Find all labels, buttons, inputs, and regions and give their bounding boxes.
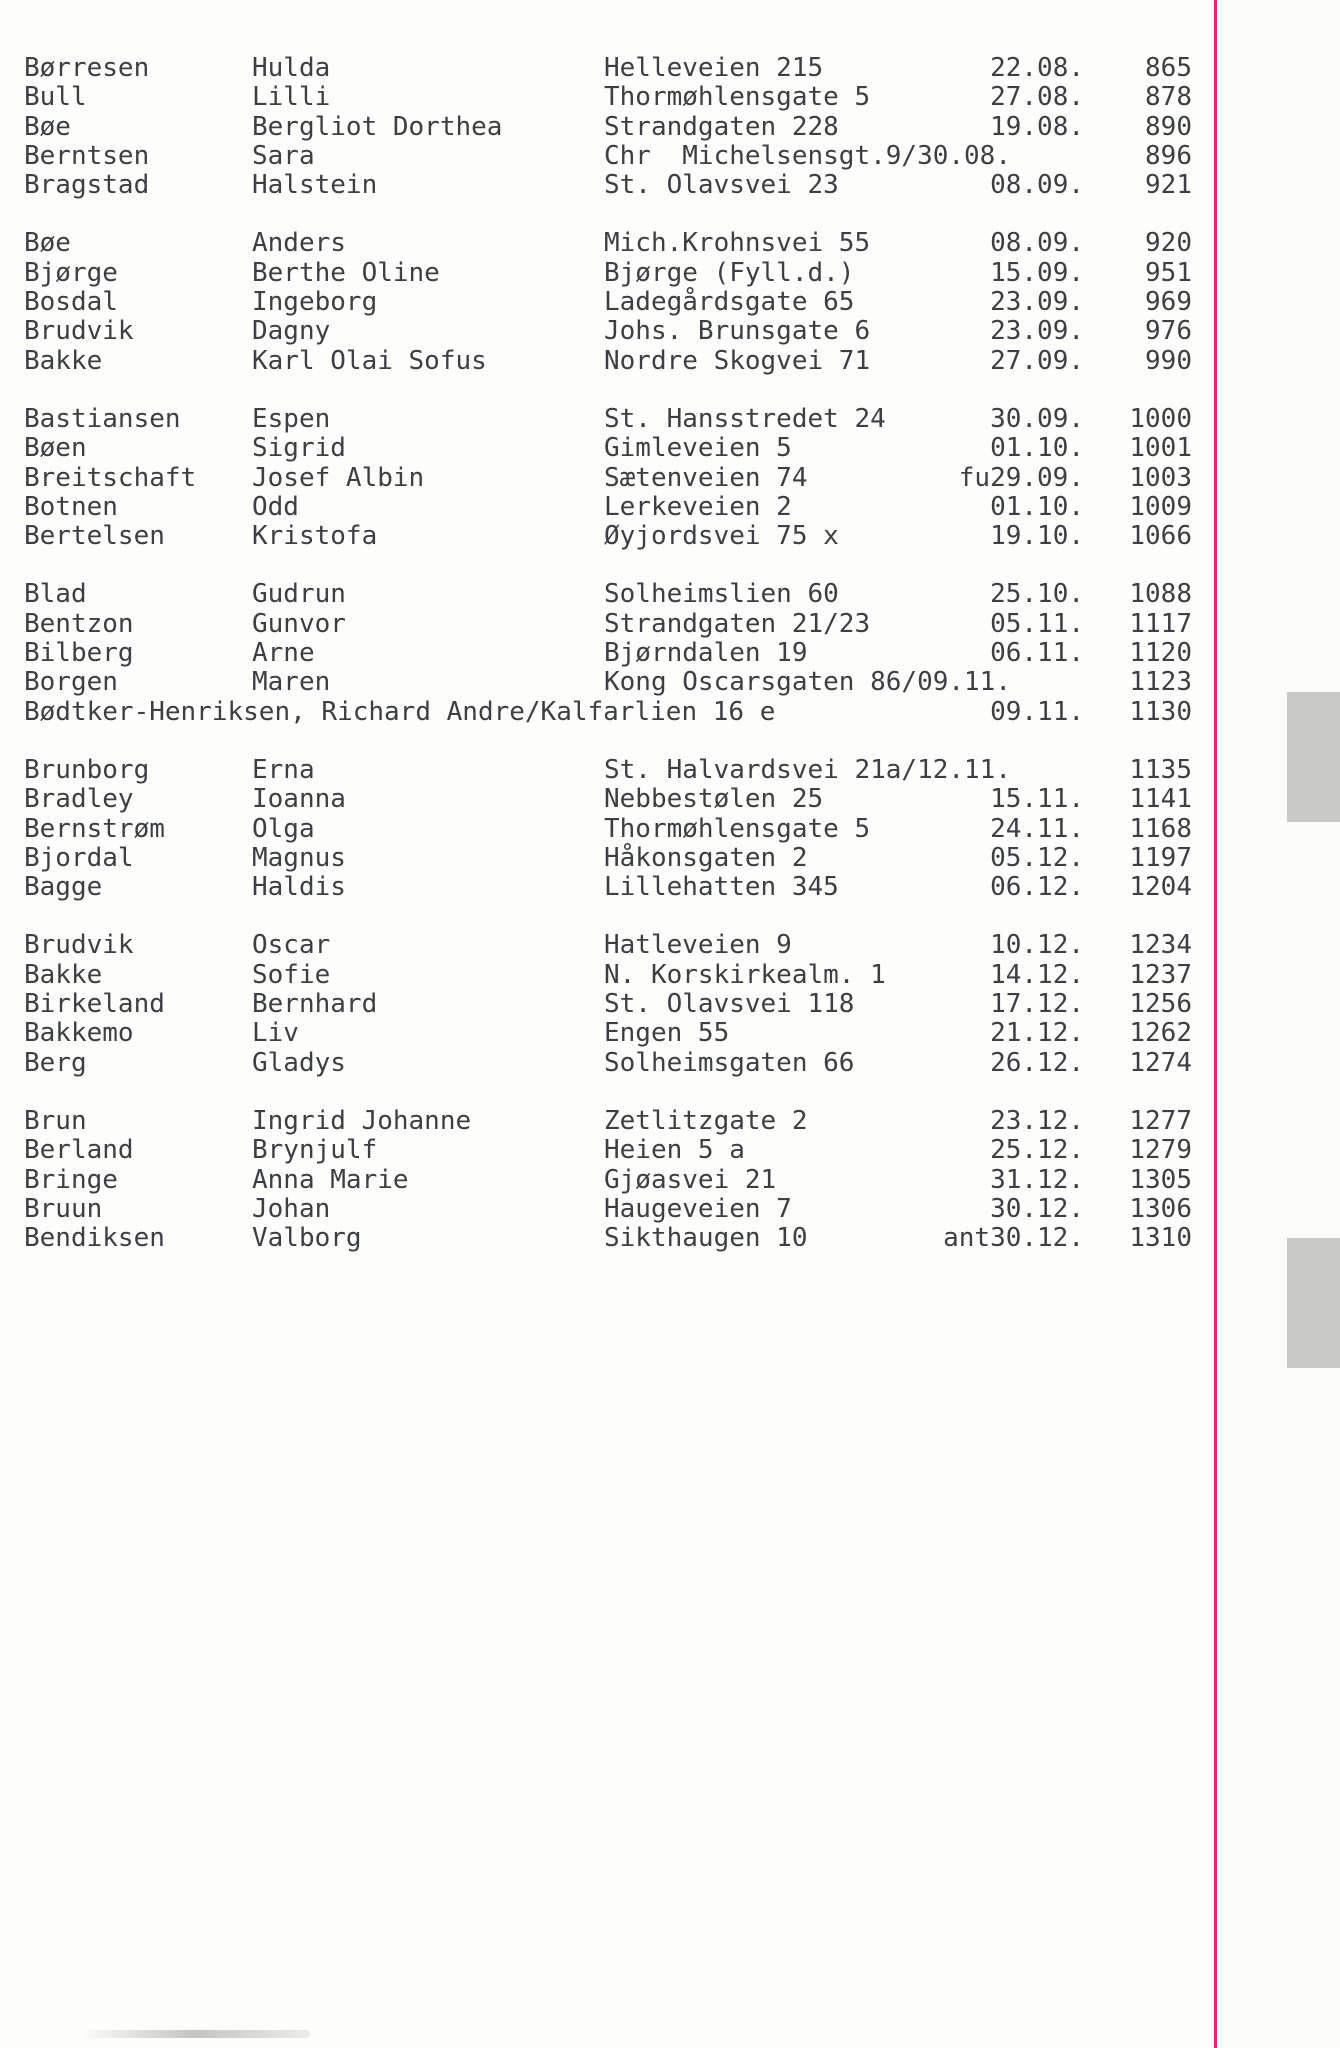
- entry-number: 1305: [1129, 1164, 1192, 1195]
- entry-surname: Bertelsen: [24, 521, 165, 552]
- entry-surname: Borgen: [24, 667, 118, 698]
- entry-group: [24, 53, 1192, 201]
- entry-date: 26.12.: [990, 1047, 1084, 1078]
- entry-address: Solheimsgaten 66: [604, 1047, 855, 1078]
- entry-number: 1088: [1129, 579, 1192, 610]
- entry-date: 01.10.: [990, 491, 1084, 522]
- register-ledger: [24, 53, 1192, 1282]
- entry-number: 1262: [1129, 1018, 1192, 1049]
- register-entry: [24, 228, 1192, 259]
- entry-date: 23.09.: [990, 316, 1084, 347]
- entry-first-names: Liv: [252, 1018, 299, 1049]
- entry-number: 1306: [1129, 1193, 1192, 1224]
- register-entry: [24, 345, 1192, 376]
- entry-number: 1204: [1129, 872, 1192, 903]
- entry-number: 1120: [1129, 638, 1192, 669]
- register-entry: [24, 608, 1192, 639]
- entry-first-names: Sara: [252, 140, 315, 171]
- register-entry: [24, 1135, 1192, 1166]
- entry-date: 01.10.: [990, 433, 1084, 464]
- entry-number: 1141: [1129, 784, 1192, 815]
- entry-address: St. Olavsvei 23: [604, 170, 839, 201]
- entry-full-line: Bødtker-Henriksen, Richard Andre/Kalfarlien 16 e: [24, 696, 776, 727]
- entry-address: Sætenveien 74: [604, 462, 808, 493]
- entry-surname: Bringe: [24, 1164, 118, 1195]
- entry-date: 05.12.: [990, 842, 1084, 873]
- entry-address: Hatleveien 9: [604, 930, 792, 961]
- register-entry: [24, 959, 1192, 990]
- entry-surname: Berg: [24, 1047, 87, 1078]
- entry-address: Zetlitzgate 2: [604, 1105, 808, 1136]
- entry-first-names: Lilli: [252, 82, 331, 113]
- entry-number: 1237: [1129, 959, 1192, 990]
- entry-first-names: Hulda: [252, 53, 331, 83]
- entry-address: Nordre Skogvei 71: [604, 345, 871, 376]
- entry-date: 05.11.: [990, 608, 1084, 639]
- register-entry: [24, 579, 1192, 610]
- entry-date: 25.12.: [990, 1135, 1084, 1166]
- entry-address: Johs. Brunsgate 6: [604, 316, 871, 347]
- entry-first-names: Oscar: [252, 930, 331, 961]
- entry-date: 06.11.: [990, 638, 1084, 669]
- entry-surname: Blad: [24, 579, 87, 610]
- entry-surname: Brunborg: [24, 754, 150, 785]
- entry-address: Nebbestølen 25: [604, 784, 824, 815]
- entry-group: [24, 1105, 1192, 1254]
- entry-surname: Bentzon: [24, 608, 134, 639]
- entry-number: 1168: [1129, 813, 1192, 844]
- entry-surname: Brun: [24, 1105, 87, 1136]
- register-entry: [24, 287, 1192, 318]
- entry-surname: Bøe: [24, 111, 71, 142]
- register-entry: [24, 82, 1192, 113]
- register-entry: [24, 1105, 1192, 1136]
- entry-date: 19.08.: [990, 111, 1084, 142]
- entry-address: Lillehatten 345: [604, 872, 839, 903]
- entry-address: Bjørge (Fyll.d.): [604, 257, 855, 288]
- entry-surname: Brudvik: [24, 930, 134, 961]
- entry-number: 990: [1145, 345, 1192, 376]
- entry-first-names: Bergliot Dorthea: [252, 111, 503, 142]
- entry-surname: Bøen: [24, 433, 87, 464]
- index-tab-lower: [1287, 1238, 1340, 1368]
- entry-address: Engen 55: [604, 1018, 730, 1049]
- entry-surname: Brudvik: [24, 316, 134, 347]
- entry-first-names: Espen: [252, 403, 331, 434]
- register-entry: [24, 491, 1192, 522]
- register-entry: [24, 784, 1192, 815]
- entry-date: 08.09.: [990, 170, 1084, 201]
- entry-first-names: Haldis: [252, 872, 346, 903]
- register-entry: [24, 842, 1192, 873]
- entry-first-names: Valborg: [252, 1223, 362, 1254]
- entry-surname: Bakke: [24, 345, 103, 376]
- entry-surname: Bragstad: [24, 170, 150, 201]
- entry-date: 30.09.: [990, 403, 1084, 434]
- entry-number: 951: [1145, 257, 1192, 288]
- register-entry: [24, 813, 1192, 844]
- entry-number: 1123: [1129, 667, 1192, 698]
- entry-first-names: Anders: [252, 228, 346, 259]
- entry-first-names: Johan: [252, 1193, 331, 1224]
- entry-first-names: Berthe Oline: [252, 257, 440, 288]
- entry-address: Chr Michelsensgt.9/30.08.: [604, 140, 1011, 171]
- entry-first-names: Sofie: [252, 959, 331, 990]
- entry-surname: Bjørge: [24, 257, 118, 288]
- register-entry: [24, 403, 1192, 434]
- entry-date: 06.12.: [990, 872, 1084, 903]
- register-entry: [24, 667, 1192, 698]
- entry-date: 27.09.: [990, 345, 1084, 376]
- entry-surname: Børresen: [24, 53, 150, 83]
- ink-smudge: [80, 2030, 310, 2038]
- entry-address: Solheimslien 60: [604, 579, 839, 610]
- entry-number: 969: [1145, 287, 1192, 318]
- entry-surname: Bjordal: [24, 842, 134, 873]
- entry-first-names: Olga: [252, 813, 315, 844]
- entry-address: St. Olavsvei 118: [604, 989, 855, 1020]
- entry-address: Gimleveien 5: [604, 433, 792, 464]
- entry-first-names: Maren: [252, 667, 331, 698]
- entry-number: 976: [1145, 316, 1192, 347]
- entry-surname: Bakkemo: [24, 1018, 134, 1049]
- entry-first-names: Josef Albin: [252, 462, 425, 493]
- entry-number: 1135: [1129, 754, 1192, 785]
- entry-address: Haugeveien 7: [604, 1193, 792, 1224]
- entry-surname: Berntsen: [24, 140, 150, 171]
- entry-surname: Berland: [24, 1135, 134, 1166]
- entry-first-names: Gunvor: [252, 608, 346, 639]
- entry-first-names: Magnus: [252, 842, 346, 873]
- entry-number: 1197: [1129, 842, 1192, 873]
- entry-address: Håkonsgaten 2: [604, 842, 808, 873]
- entry-number: 865: [1145, 53, 1192, 83]
- entry-address: Sikthaugen 10: [604, 1223, 808, 1254]
- entry-number: 1274: [1129, 1047, 1192, 1078]
- register-entry: [24, 1018, 1192, 1049]
- entry-address: Thormøhlensgate 5: [604, 813, 871, 844]
- entry-first-names: Ingeborg: [252, 287, 378, 318]
- entry-address: Ladegårdsgate 65: [604, 287, 855, 318]
- entry-number: 1234: [1129, 930, 1192, 961]
- entry-number: 1256: [1129, 989, 1192, 1020]
- entry-surname: Bendiksen: [24, 1223, 165, 1254]
- register-entry: [24, 462, 1192, 493]
- entry-first-names: Karl Olai Sofus: [252, 345, 487, 376]
- entry-surname: Bilberg: [24, 638, 134, 669]
- entry-surname: Bastiansen: [24, 403, 181, 434]
- entry-first-names: Brynjulf: [252, 1135, 378, 1166]
- entry-number: 1130: [1129, 696, 1192, 727]
- entry-surname: Bagge: [24, 872, 103, 903]
- register-entry: [24, 1047, 1192, 1078]
- register-entry: [24, 140, 1192, 171]
- register-entry: [24, 1164, 1192, 1195]
- entry-date: 23.09.: [990, 287, 1084, 318]
- entry-number: 1001: [1129, 433, 1192, 464]
- entry-address: Helleveien 215: [604, 53, 824, 83]
- entry-surname: Bosdal: [24, 287, 118, 318]
- register-entry: [24, 53, 1192, 83]
- entry-first-names: Odd: [252, 491, 299, 522]
- entry-group: [24, 228, 1192, 376]
- entry-date: 25.10.: [990, 579, 1084, 610]
- register-entry: [24, 989, 1192, 1020]
- entry-address: Kong Oscarsgaten 86/09.11.: [604, 667, 1011, 698]
- entry-first-names: Anna Marie: [252, 1164, 409, 1195]
- entry-address: St. Hansstredet 24: [604, 403, 886, 434]
- entry-date: 30.12.: [990, 1193, 1084, 1224]
- register-entry: [24, 170, 1192, 201]
- entry-surname: Bøe: [24, 228, 71, 259]
- entry-number: 890: [1145, 111, 1192, 142]
- entry-first-names: Arne: [252, 638, 315, 669]
- register-entry: [24, 1193, 1192, 1224]
- entry-surname: Bruun: [24, 1193, 103, 1224]
- entry-first-names: Gudrun: [252, 579, 346, 610]
- entry-group: [24, 403, 1192, 552]
- entry-date: 15.09.: [990, 257, 1084, 288]
- entry-number: 1310: [1129, 1223, 1192, 1254]
- paper-edge: [1217, 0, 1340, 2048]
- entry-address: St. Halvardsvei 21a/12.11.: [604, 754, 1011, 785]
- entry-address: Gjøasvei 21: [604, 1164, 777, 1195]
- entry-number: 1277: [1129, 1105, 1192, 1136]
- entry-first-names: Kristofa: [252, 521, 378, 552]
- entry-date: 15.11.: [990, 784, 1084, 815]
- entry-date: 14.12.: [990, 959, 1084, 990]
- entry-number: 1003: [1129, 462, 1192, 493]
- index-tab-upper: [1287, 692, 1340, 822]
- entry-first-names: Halstein: [252, 170, 378, 201]
- register-entry: [24, 638, 1192, 669]
- entry-surname: Bernstrøm: [24, 813, 165, 844]
- entry-date: 31.12.: [990, 1164, 1084, 1195]
- entry-date: 24.11.: [990, 813, 1084, 844]
- entry-address: Heien 5 a: [604, 1135, 745, 1166]
- entry-surname: Bakke: [24, 959, 103, 990]
- entry-surname: Bull: [24, 82, 87, 113]
- entry-number: 1117: [1129, 608, 1192, 639]
- entry-address: Lerkeveien 2: [604, 491, 792, 522]
- entry-surname: Breitschaft: [24, 462, 197, 493]
- register-entry: [24, 433, 1192, 464]
- entry-group: [24, 930, 1192, 1078]
- entry-date: ant30.12.: [943, 1223, 1084, 1254]
- register-entry: [24, 930, 1192, 961]
- entry-number: 896: [1145, 140, 1192, 171]
- entry-number: 920: [1145, 228, 1192, 259]
- entry-date: fu29.09.: [958, 462, 1084, 493]
- register-entry: [24, 1223, 1192, 1254]
- entry-number: 921: [1145, 170, 1192, 201]
- entry-number: 1009: [1129, 491, 1192, 522]
- entry-surname: Bradley: [24, 784, 134, 815]
- entry-date: 10.12.: [990, 930, 1084, 961]
- entry-date: 19.10.: [990, 521, 1084, 552]
- entry-address: Strandgaten 228: [604, 111, 839, 142]
- register-entry: [24, 316, 1192, 347]
- entry-surname: Botnen: [24, 491, 118, 522]
- entry-first-names: Erna: [252, 754, 315, 785]
- entry-number: 1066: [1129, 521, 1192, 552]
- register-entry: [24, 754, 1192, 785]
- entry-address: Bjørndalen 19: [604, 638, 808, 669]
- register-entry: [24, 257, 1192, 288]
- register-entry: [24, 696, 1192, 727]
- entry-number: 1000: [1129, 403, 1192, 434]
- entry-address: Strandgaten 21/23: [604, 608, 871, 639]
- entry-address: Øyjordsvei 75 x: [604, 521, 839, 552]
- entry-date: 22.08.: [990, 53, 1084, 83]
- entry-first-names: Ioanna: [252, 784, 346, 815]
- register-entry: [24, 521, 1192, 552]
- register-entry: [24, 111, 1192, 142]
- margin-rule: [1214, 0, 1217, 2048]
- entry-first-names: Sigrid: [252, 433, 346, 464]
- entry-date: 27.08.: [990, 82, 1084, 113]
- entry-date: 23.12.: [990, 1105, 1084, 1136]
- entry-date: 09.11.: [990, 696, 1084, 727]
- entry-address: Thormøhlensgate 5: [604, 82, 871, 113]
- entry-group: [24, 754, 1192, 903]
- entry-surname: Birkeland: [24, 989, 165, 1020]
- entry-first-names: Bernhard: [252, 989, 378, 1020]
- entry-date: 21.12.: [990, 1018, 1084, 1049]
- entry-first-names: Dagny: [252, 316, 331, 347]
- entry-first-names: Ingrid Johanne: [252, 1105, 472, 1136]
- entry-address: Mich.Krohnsvei 55: [604, 228, 871, 259]
- entry-address: N. Korskirkealm. 1: [604, 959, 886, 990]
- entry-number: 1279: [1129, 1135, 1192, 1166]
- entry-date: 08.09.: [990, 228, 1084, 259]
- entry-date: 17.12.: [990, 989, 1084, 1020]
- entry-number: 878: [1145, 82, 1192, 113]
- entry-group: [24, 579, 1192, 727]
- register-entry: [24, 872, 1192, 903]
- entry-first-names: Gladys: [252, 1047, 346, 1078]
